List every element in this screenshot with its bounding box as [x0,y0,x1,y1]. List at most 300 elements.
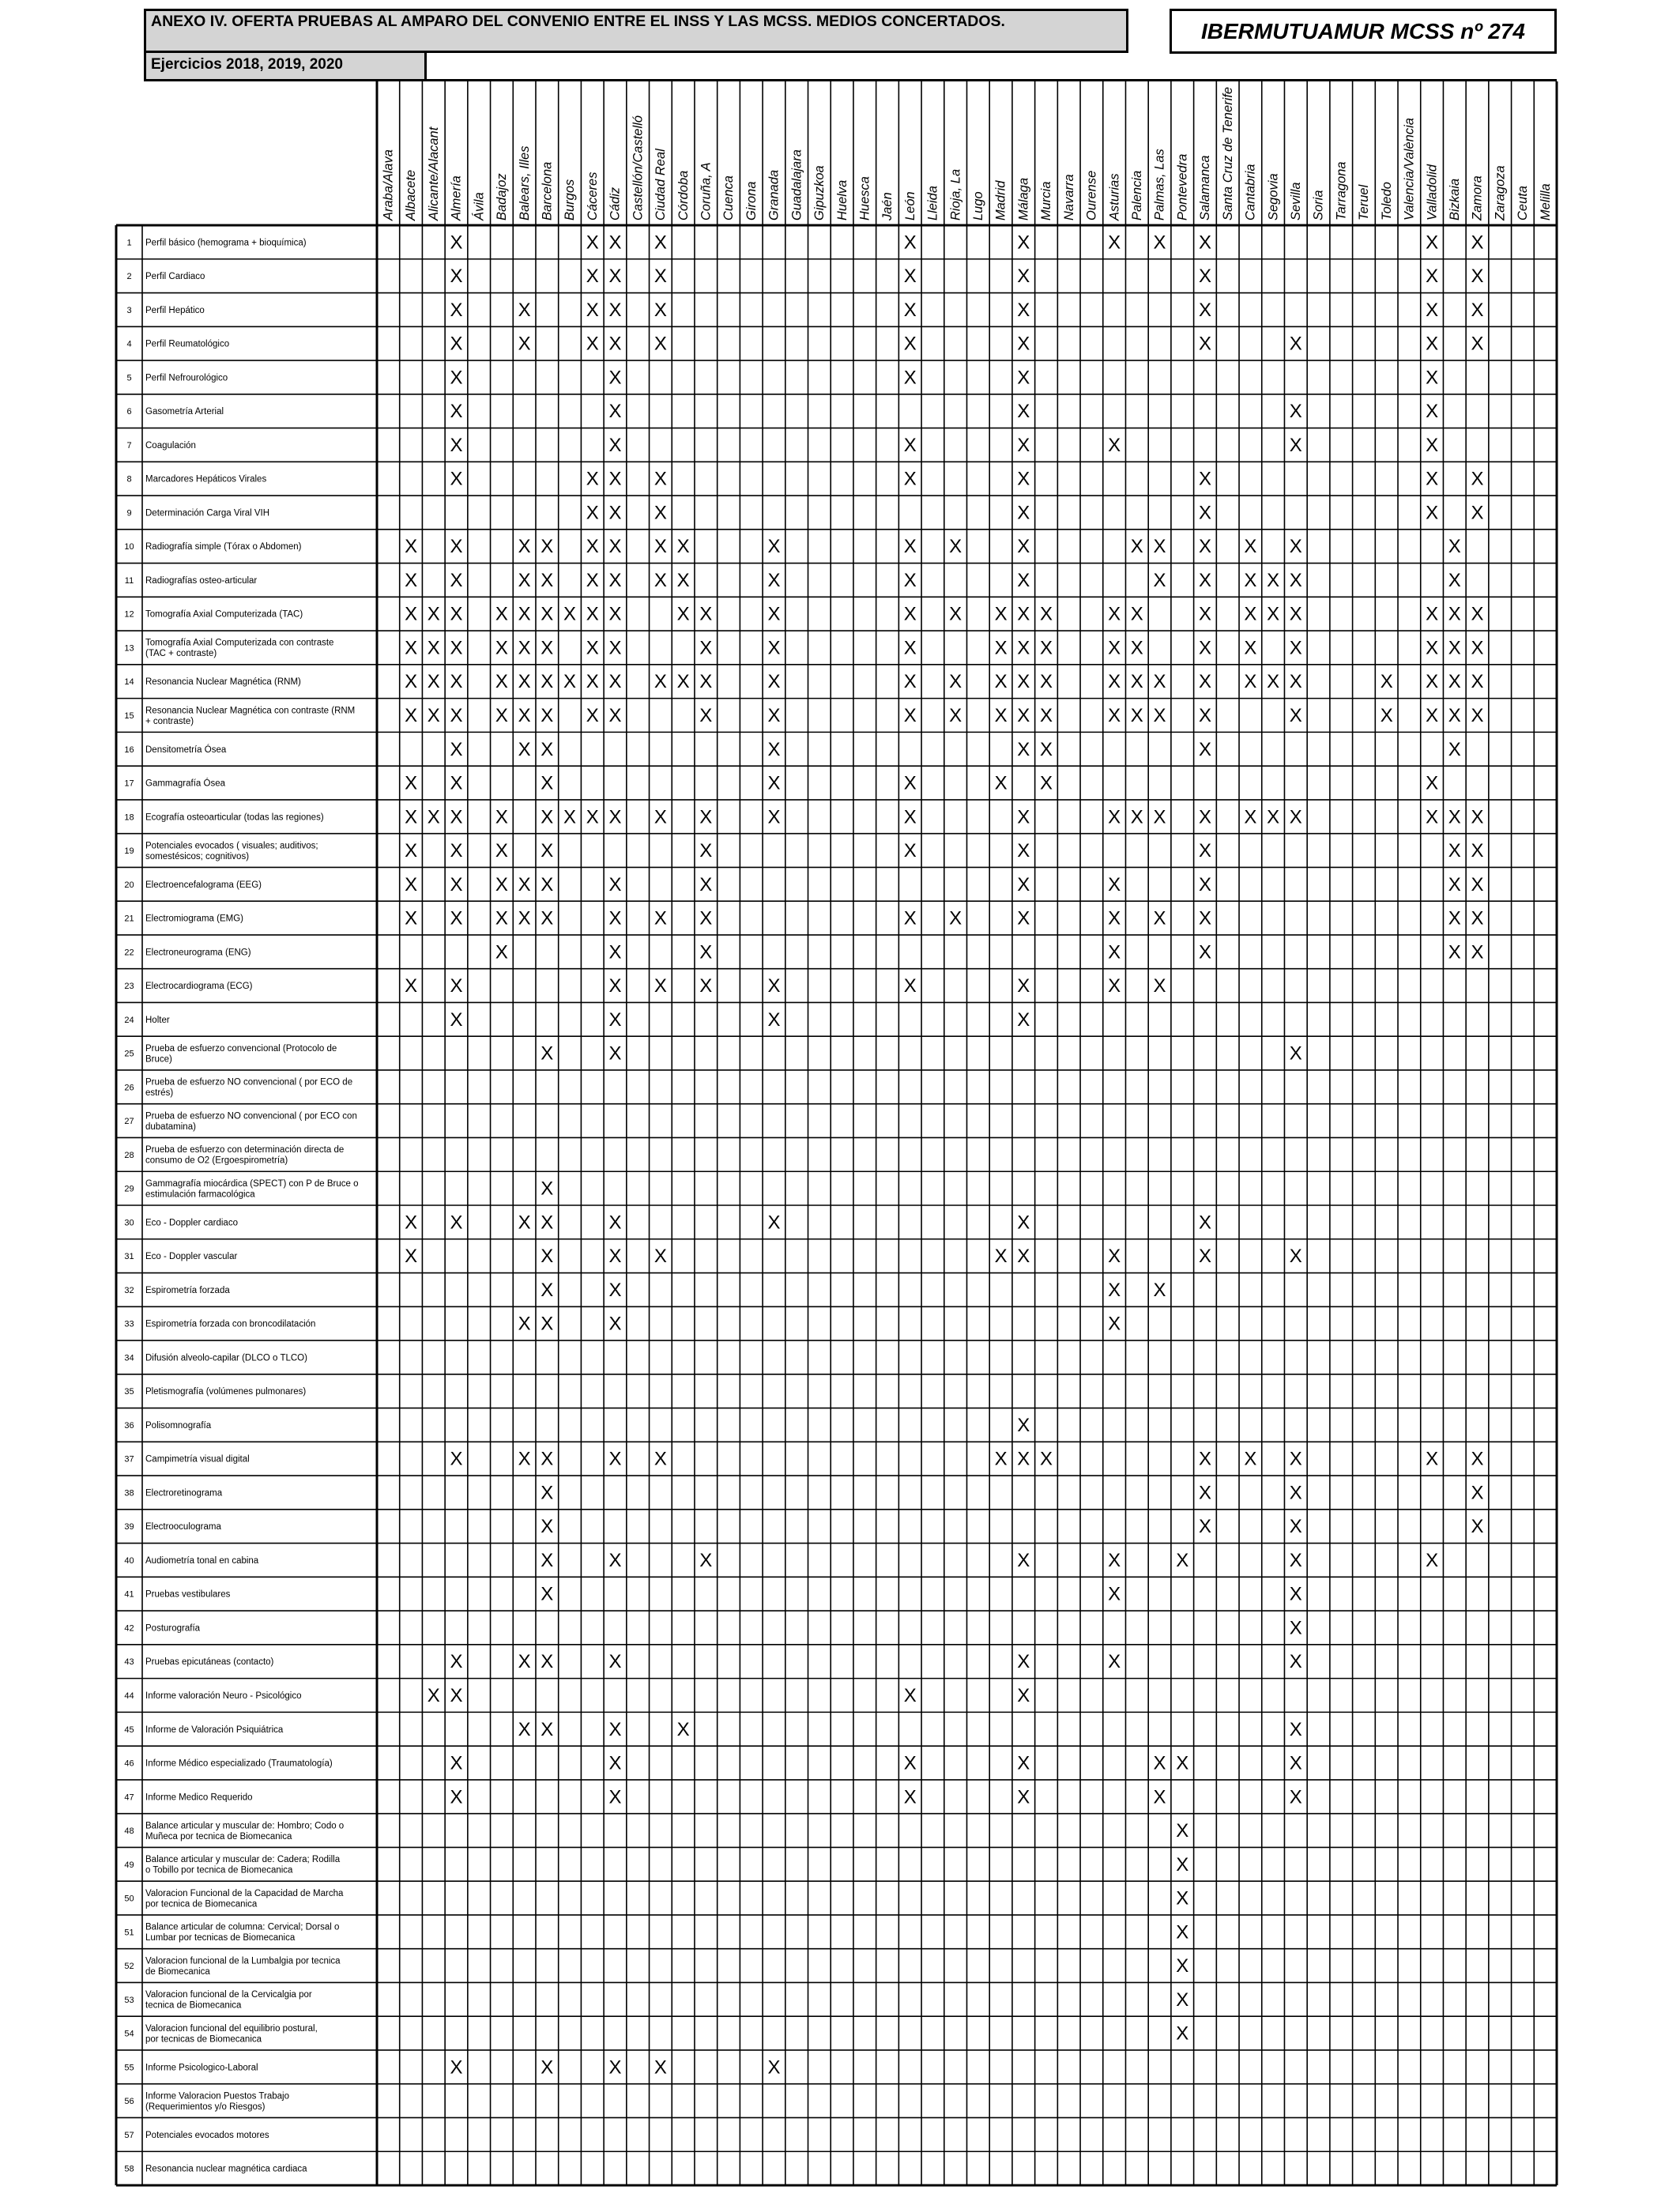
offer-mark: X [1153,536,1166,558]
offer-mark: X [608,536,622,558]
offer-mark: X [699,603,713,625]
offer-mark: X [1017,671,1030,693]
offer-mark: X [1198,1482,1212,1504]
offer-mark: X [1426,1448,1439,1470]
offer-mark: X [1426,502,1439,524]
offer-mark: X [608,941,622,963]
offer-mark: X [1176,1752,1189,1774]
offer-mark: X [541,671,554,693]
offer-mark: X [767,705,781,726]
row-number: 54 [124,2029,134,2039]
offer-mark: X [563,603,577,625]
offer-mark: X [608,671,622,693]
offer-mark: X [1471,266,1484,288]
offer-mark: X [699,941,713,963]
offer-mark: X [903,333,917,355]
offer-mark: X [450,1685,463,1706]
offer-mark: X [608,1448,622,1470]
offer-mark: X [1108,806,1121,828]
offer-mark: X [1108,603,1121,625]
test-label: Prueba de esfuerzo convencional (Protocolo de Bruce) [145,1043,337,1065]
test-label: Informe Médico especializado (Traumatología) [145,1759,333,1769]
province-header: Castellón/Castelló [631,115,646,221]
offer-mark: X [541,705,554,726]
row-number: 27 [124,1117,134,1127]
offer-mark: X [1017,434,1030,456]
province-header: Asturias [1107,173,1122,221]
test-label: Electroencefalograma (EEG) [145,880,262,890]
offer-mark: X [608,1008,622,1031]
offer-mark: X [903,975,917,997]
offer-mark: X [1017,1752,1030,1774]
test-label: Valoracion funcional de la Lumbalgia por tecnica de Biomecanica [145,1956,341,1977]
offer-mark: X [1039,705,1053,726]
offer-mark: X [1108,1279,1121,1301]
offer-mark: X [903,705,917,726]
offer-mark: X [1198,806,1212,828]
test-label: Eco - Doppler cardiaco [145,1218,238,1228]
offer-mark: X [767,570,781,591]
province-header: Ciudad Real [654,149,669,221]
offer-mark: X [654,1246,667,1268]
test-label: Gammagrafía miocárdica (SPECT) con P de Bruce o estimulación farmacológica [145,1178,359,1200]
offer-mark: X [1289,1651,1302,1673]
test-label: Perfil Hepático [145,305,205,315]
offer-mark: X [1039,671,1053,693]
offer-mark: X [1176,1955,1189,1977]
province-header: Zamora [1470,175,1485,221]
test-label: Radiografía simple (Tórax o Abdomen) [145,542,302,552]
offer-mark: X [1289,1042,1302,1065]
offer-mark: X [1108,1651,1121,1673]
offer-mark: X [518,637,531,659]
offer-mark: X [608,232,622,254]
offer-mark: X [541,1042,554,1065]
offer-mark: X [541,1212,554,1234]
offer-mark: X [450,299,463,321]
offer-mark: X [1448,603,1461,625]
province-header: Lugo [971,191,985,221]
offer-mark: X [903,570,917,591]
offer-mark: X [654,266,667,288]
province-header: Badajoz [495,173,510,221]
offer-mark: X [1017,401,1030,423]
test-label: Informe de Valoración Psiquiátrica [145,1725,284,1735]
offer-mark: X [1198,1246,1212,1268]
offer-mark: X [450,1008,463,1031]
province-header: Ourense [1084,170,1099,221]
offer-mark: X [541,1313,554,1335]
offer-mark: X [1017,1008,1030,1031]
offer-mark: X [405,975,418,997]
offer-mark: X [1289,401,1302,423]
offer-mark: X [450,738,463,760]
offer-mark: X [1448,873,1461,895]
offer-mark: X [495,907,508,929]
offer-mark: X [1153,1752,1166,1774]
offer-mark: X [903,907,917,929]
offer-mark: X [1198,468,1212,490]
test-label: Resonancia nuclear magnética cardiaca [145,2164,307,2174]
row-number: 45 [124,1725,134,1735]
offer-mark: X [1039,1448,1053,1470]
row-number: 36 [124,1420,134,1431]
test-label: Valoracion Funcional de la Capacidad de Marcha por tecnica de Biomecanica [145,1888,344,1909]
row-number: 35 [124,1387,134,1397]
row-number: 29 [124,1184,134,1194]
offer-mark: X [654,502,667,524]
offer-mark: X [495,603,508,625]
offer-mark: X [1244,570,1257,591]
offer-mark: X [450,705,463,726]
offer-mark: X [767,536,781,558]
offer-mark: X [608,367,622,389]
province-header: Araba/Alava [381,149,396,221]
years-text: Ejercicios 2018, 2019, 2020 [151,56,343,73]
offer-mark: X [608,1651,622,1673]
offer-mark: X [903,266,917,288]
offer-mark: X [1108,1313,1121,1335]
province-header: Almería [449,175,464,221]
offer-mark: X [1448,570,1461,591]
offer-mark: X [1108,637,1121,659]
offer-mark: X [518,738,531,760]
province-header: Gipuzkoa [812,165,827,221]
offer-mark: X [541,1279,554,1301]
province-header: Palmas, Las [1152,149,1167,221]
offer-mark: X [654,1448,667,1470]
offer-mark: X [1471,1482,1484,1504]
row-number: 44 [124,1691,134,1701]
offer-mark: X [541,1178,554,1200]
offer-mark: X [1471,603,1484,625]
offer-mark: X [949,907,962,929]
offer-mark: X [767,671,781,693]
offer-mark: X [450,907,463,929]
offer-mark: X [1448,637,1461,659]
offer-mark: X [450,873,463,895]
offer-mark: X [1471,1516,1484,1538]
offer-mark: X [586,536,599,558]
province-header: Pontevedra [1175,153,1190,221]
offer-mark: X [1017,1212,1030,1234]
offer-mark: X [405,873,418,895]
offer-mark: X [699,840,713,861]
test-label: Polisomnografía [145,1420,212,1431]
test-label: Coagulación [145,440,196,450]
offer-mark: X [1471,468,1484,490]
offer-mark: X [654,536,667,558]
province-header: Coruña, A [699,162,714,221]
offer-mark: X [1289,806,1302,828]
offer-mark: X [608,1212,622,1234]
offer-mark: X [450,232,463,254]
offer-mark: X [1267,671,1280,693]
offer-mark: X [654,299,667,321]
offer-mark: X [699,907,713,929]
province-header: Lleida [925,185,940,221]
offer-mark: X [427,806,440,828]
province-header: León [902,191,917,221]
offer-mark: X [1471,637,1484,659]
offer-mark: X [450,1651,463,1673]
offer-mark: X [427,705,440,726]
test-label: Electroretinograma [145,1488,223,1498]
offer-mark: X [1017,806,1030,828]
offer-mark: X [1017,468,1030,490]
offer-mark: X [903,806,917,828]
province-header: Ceuta [1516,185,1531,221]
offer-mark: X [450,1212,463,1234]
province-header: Albacete [404,169,419,221]
offer-mark: X [608,333,622,355]
test-label: Eco - Doppler vascular [145,1252,238,1262]
offer-mark: X [903,536,917,558]
offer-mark: X [518,299,531,321]
offer-mark: X [405,907,418,929]
offer-mark: X [1198,232,1212,254]
offer-mark: X [405,536,418,558]
row-number: 55 [124,2063,134,2073]
offer-mark: X [767,772,781,794]
test-label: Prueba de esfuerzo NO convencional ( por ECO de estrés) [145,1077,353,1099]
offer-mark: X [586,637,599,659]
offer-mark: X [495,671,508,693]
offer-mark: X [518,1448,531,1470]
offer-mark: X [586,705,599,726]
offer-mark: X [1198,671,1212,693]
offer-mark: X [541,873,554,895]
offer-mark: X [541,1550,554,1571]
province-header: Zaragoza [1493,165,1508,221]
test-label: Perfil Nefrourológico [145,373,228,383]
offer-mark: X [949,603,962,625]
offer-mark: X [1017,705,1030,726]
offer-mark: X [563,806,577,828]
row-number: 2 [126,272,132,282]
row-number: 24 [124,1015,134,1025]
province-header: Teruel [1357,184,1372,221]
offer-mark: X [405,705,418,726]
offer-mark: X [1426,266,1439,288]
offer-mark: X [608,873,622,895]
test-label: Perfil Reumatológico [145,339,230,349]
test-label: Resonancia Nuclear Magnética (RNM) [145,677,301,688]
offer-mark: X [1426,603,1439,625]
province-header: Huelva [834,179,849,221]
row-number: 19 [124,846,134,857]
offer-mark: X [1108,434,1121,456]
offer-mark: X [1289,637,1302,659]
province-header: Toledo [1379,182,1394,221]
province-header: Balears, Illes [517,145,532,221]
offer-mark: X [1426,367,1439,389]
test-label: Resonancia Nuclear Magnética con contraste (RNM + contraste) [145,706,356,726]
offer-mark: X [1039,603,1053,625]
offer-mark: X [654,232,667,254]
test-label: Tomografía Axial Computerizada (TAC) [145,609,303,620]
row-number: 32 [124,1285,134,1295]
province-header: Huesca [857,176,872,221]
row-number: 38 [124,1488,134,1498]
offer-mark: X [654,468,667,490]
row-number: 51 [124,1928,134,1938]
offer-mark: X [608,1550,622,1571]
offer-mark: X [1153,232,1166,254]
test-label: Electrocardiograma (ECG) [145,982,253,992]
offer-mark: X [1244,1448,1257,1470]
row-number: 37 [124,1454,134,1465]
offer-mark: X [1017,1448,1030,1470]
offer-mark: X [903,367,917,389]
province-header: Valencia/València [1402,118,1417,221]
offer-mark: X [676,671,690,693]
offer-mark: X [1153,1786,1166,1808]
test-label: Espirometría forzada [145,1285,230,1295]
offer-mark: X [495,806,508,828]
offer-mark: X [608,2056,622,2079]
offer-mark: X [1176,1820,1189,1842]
offer-mark: X [1017,907,1030,929]
row-number: 7 [126,440,132,450]
row-number: 53 [124,1995,134,2005]
offer-mark: X [1289,1617,1302,1639]
offer-mark: X [1017,299,1030,321]
offer-mark: X [1017,738,1030,760]
test-label: Potenciales evocados ( visuales; auditivos; somestésicos; cognitivos) [145,841,318,861]
offer-mark: X [903,434,917,456]
offer-mark: X [1289,1718,1302,1740]
offer-mark: X [541,772,554,794]
offer-mark: X [608,1313,622,1335]
province-header: Murcia [1039,181,1054,221]
offer-mark: X [1471,907,1484,929]
offer-mark: X [405,671,418,693]
offer-mark: X [1198,570,1212,591]
offer-mark: X [654,975,667,997]
offer-mark: X [541,1516,554,1538]
offer-mark: X [608,434,622,456]
row-number: 20 [124,880,134,890]
offer-mark: X [699,705,713,726]
offer-mark: X [1198,1448,1212,1470]
offer-mark: X [1017,502,1030,524]
test-label: Informe Medico Requerido [145,1793,253,1803]
offer-mark: X [1198,907,1212,929]
offer-mark: X [1153,1279,1166,1301]
offer-mark: X [1289,1786,1302,1808]
offer-mark: X [1471,806,1484,828]
offer-mark: X [1448,705,1461,726]
offer-mark: X [1130,806,1143,828]
offer-mark: X [541,1651,554,1673]
offer-mark: X [1471,1448,1484,1470]
offer-mark: X [767,738,781,760]
offer-mark: X [767,1212,781,1234]
offer-mark: X [541,2056,554,2079]
offer-mark: X [949,536,962,558]
test-label: Radiografías osteo-articular [145,575,258,586]
offer-mark: X [1198,873,1212,895]
offer-mark: X [654,333,667,355]
offer-mark: X [518,536,531,558]
offer-mark: X [1471,840,1484,861]
row-number: 3 [126,305,132,315]
offer-mark: X [949,671,962,693]
offer-mark: X [541,637,554,659]
province-header: Málaga [1016,177,1031,221]
offer-mark: X [1017,232,1030,254]
offer-mark: X [405,1212,418,1234]
row-number: 4 [126,339,132,349]
offer-mark: X [608,1786,622,1808]
offer-mark: X [518,333,531,355]
offer-mark: X [450,603,463,625]
offer-mark: X [586,333,599,355]
row-number: 47 [124,1793,134,1803]
offer-mark: X [1017,333,1030,355]
test-label: Balance articular de columna: Cervical; Dorsal o Lumbar por tecnicas de Biomecanica [145,1922,340,1943]
offer-mark: X [541,1718,554,1740]
offer-mark: X [1244,806,1257,828]
offer-mark: X [1471,333,1484,355]
offer-mark: X [1448,738,1461,760]
offer-mark: X [654,907,667,929]
offer-mark: X [1153,975,1166,997]
offer-mark: X [427,637,440,659]
offer-mark: X [1198,502,1212,524]
province-header: Burgos [563,179,578,221]
offer-mark: X [518,1718,531,1740]
offer-mark: X [405,806,418,828]
offer-mark: X [1153,907,1166,929]
offer-mark: X [608,705,622,726]
offer-mark: X [1108,705,1121,726]
offer-mark: X [495,637,508,659]
test-label: Electroneurograma (ENG) [145,948,251,958]
offer-mark: X [699,975,713,997]
offer-mark: X [427,671,440,693]
row-number: 31 [124,1252,134,1262]
offer-mark: X [608,468,622,490]
row-number: 50 [124,1894,134,1904]
offer-mark: X [1017,536,1030,558]
offer-mark: X [1153,570,1166,591]
offer-mark: X [994,603,1008,625]
offer-mark: X [699,873,713,895]
offer-mark: X [563,671,577,693]
offer-mark: X [1426,772,1439,794]
offer-mark: X [1130,705,1143,726]
offer-mark: X [1289,536,1302,558]
offer-mark: X [1289,1550,1302,1571]
row-number: 34 [124,1353,134,1363]
offer-mark: X [450,671,463,693]
offer-mark: X [608,603,622,625]
offer-mark: X [767,2056,781,2079]
offer-mark: X [518,873,531,895]
offer-mark: X [1176,1550,1189,1571]
offer-mark: X [1017,266,1030,288]
offer-mark: X [518,1651,531,1673]
test-label: Informe valoración Neuro - Psicológico [145,1691,302,1701]
offer-mark: X [1108,907,1121,929]
offer-mark: X [518,1313,531,1335]
offer-mark: X [1198,333,1212,355]
offer-mark: X [1017,873,1030,895]
offer-mark: X [903,299,917,321]
offer-mark: X [767,975,781,997]
